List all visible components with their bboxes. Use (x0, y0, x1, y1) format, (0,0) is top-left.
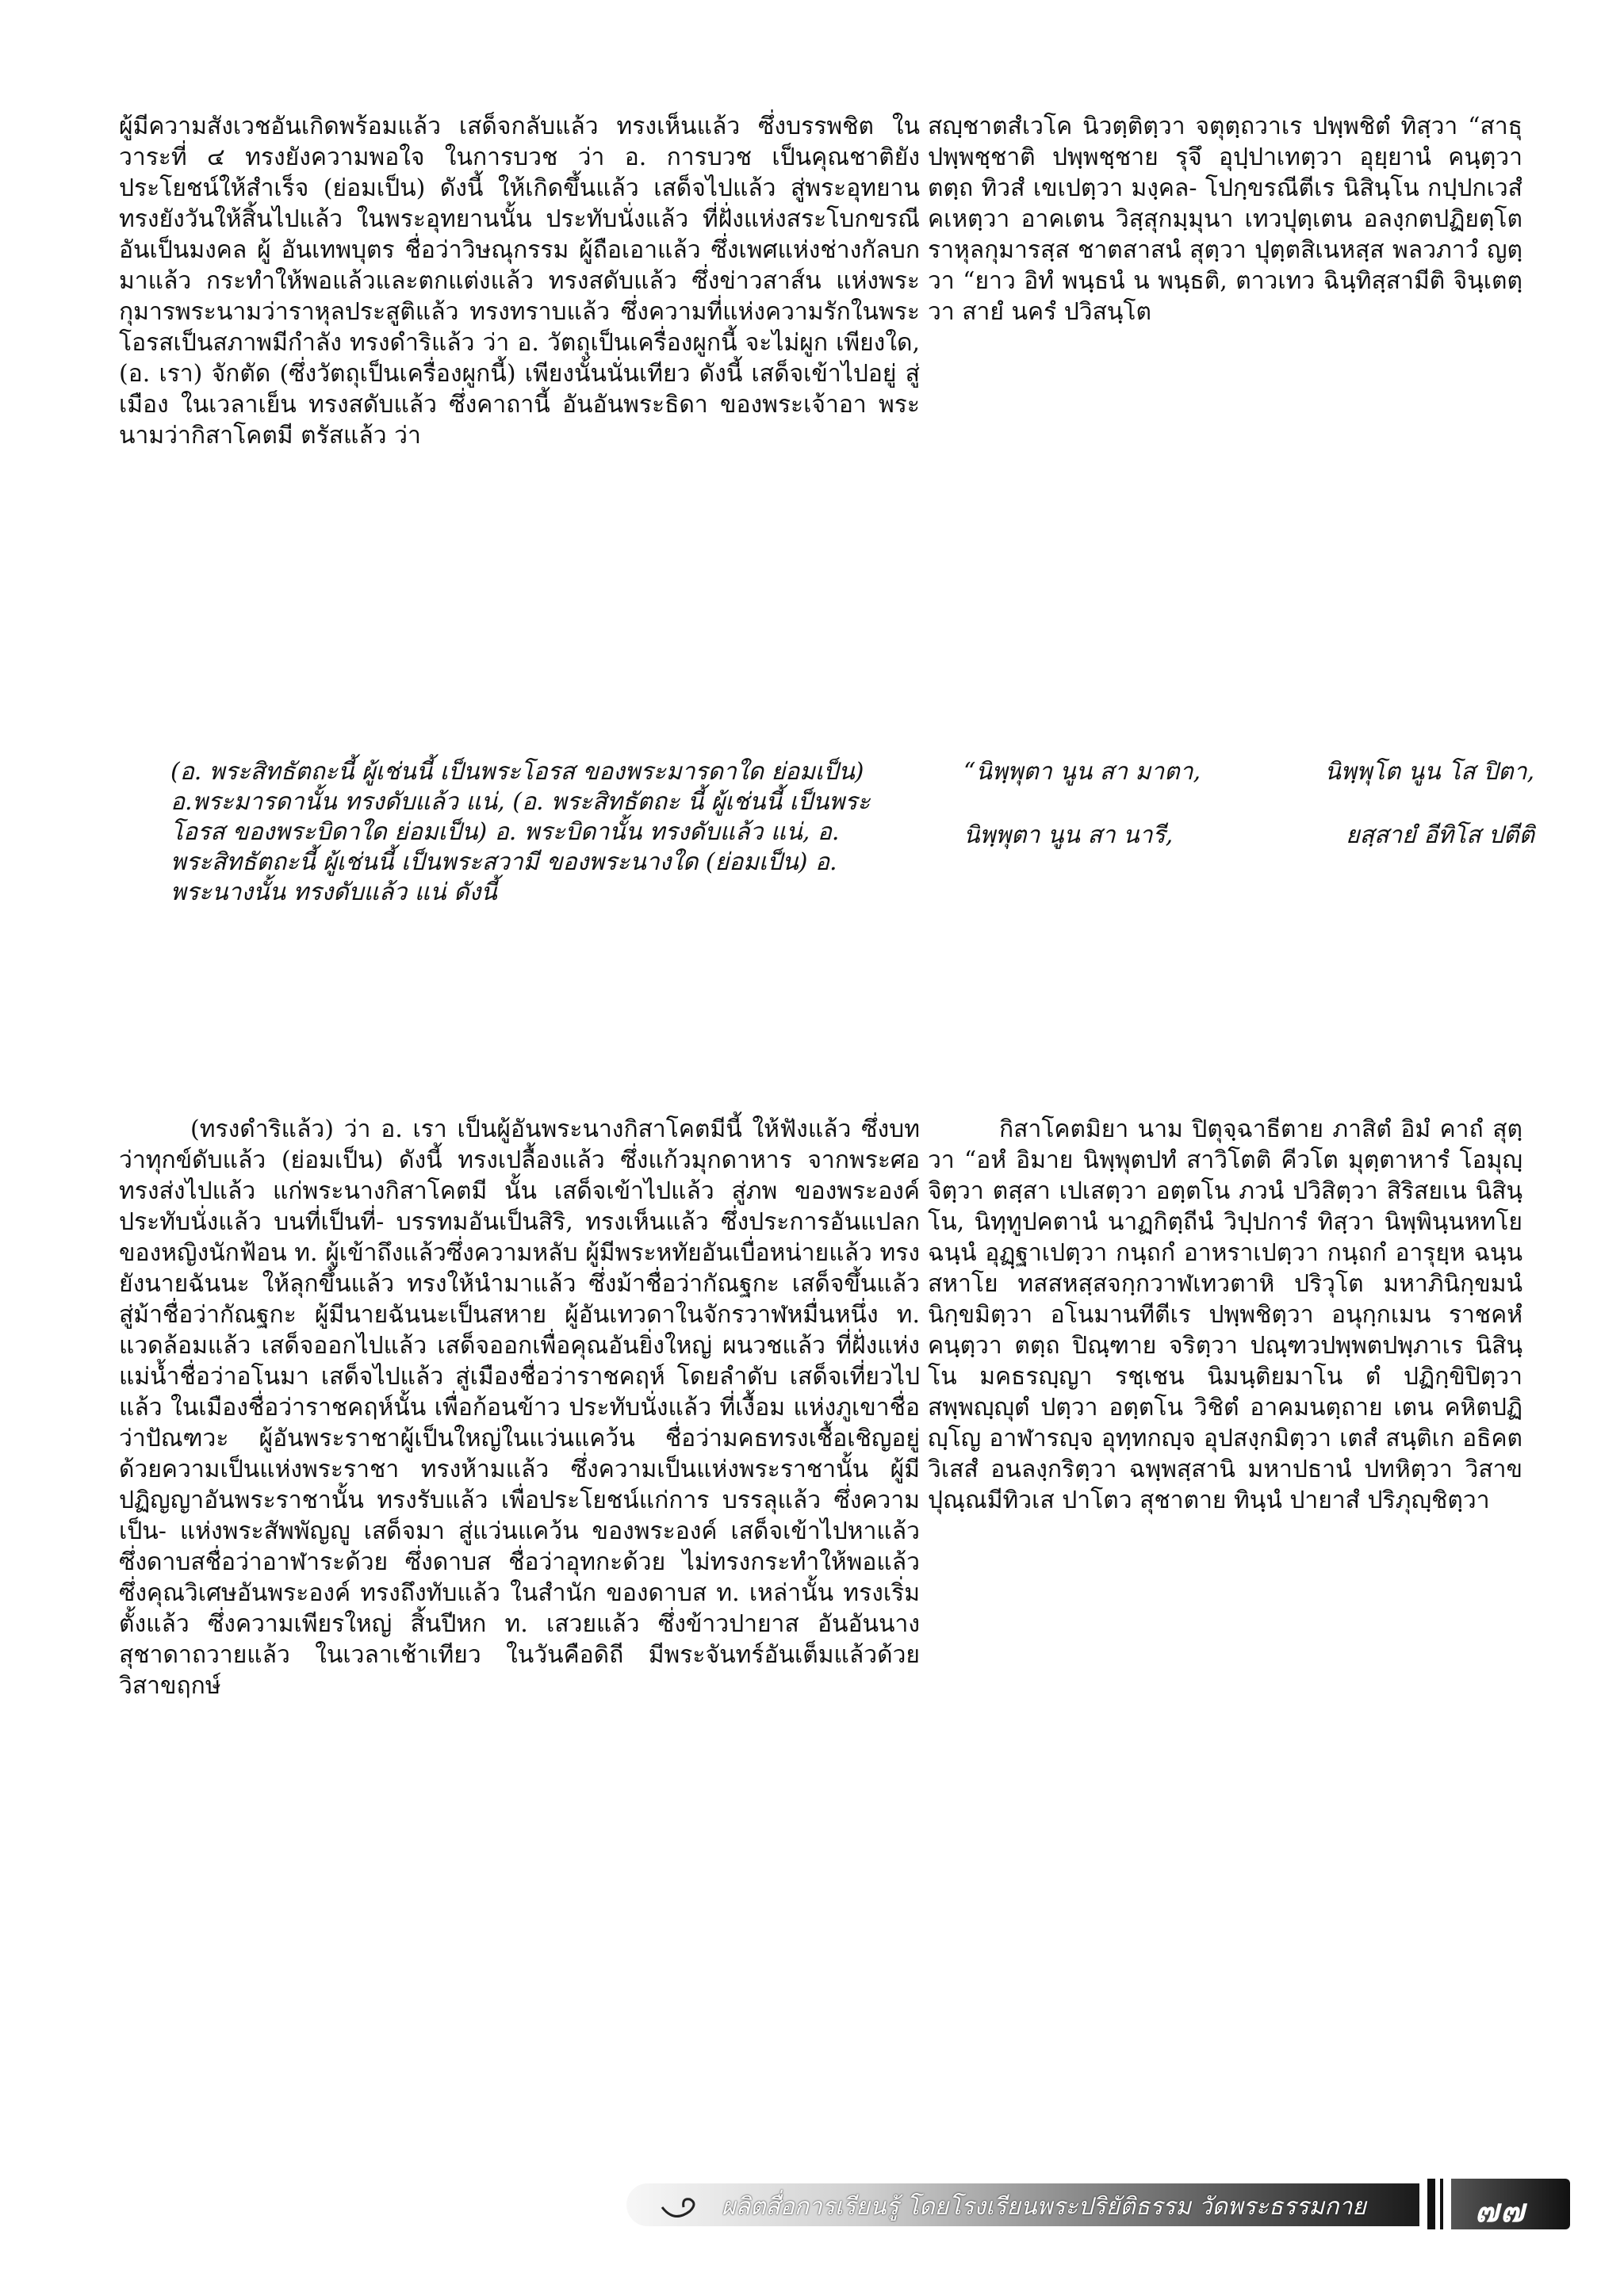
page-footer (626, 2175, 1618, 2231)
bottom-left-paragraph: (ทรงดำริแล้ว) ว่า อ. เรา เป็นผู้อันพระนางกิสาโคตมีนี้ ให้ฟังแล้ว ซึ่งบทว่าทุกข์ดับแล้ว (ย่อมเป็น) ดังนี้ ทรงเปลื้องแล้ว ซึ่งแก้วมุกดาหาร จากพระศอ ทรงส่งไปแล้ว แก่พระนางกิสาโคตมี นั้น เสด็จเข้าไปแล้ว สู่ภพ ของพระองค์ ประทับนั่งแล้ว บนที่เป็นที่- บรรทมอันเป็นสิริ, ทรงเห็นแล้ว ซึ่งประการอันแปลก ของหญิงนักฟ้อน ท. ผู้เข้าถึงแล้วซึ่งความหลับ ผู้มีพระหทัยอันเบื่อหน่ายแล้ว ทรงยังนายฉันนะ ให้ลุกขึ้นแล้ว ทรงให้นำมาแล้ว ซึ่งม้าชื่อว่ากัณฐกะ เสด็จขึ้นแล้ว สู่ม้าชื่อว่ากัณฐกะ ผู้มีนายฉันนะเป็นสหาย ผู้อันเทวดาในจักรวาฬหมื่นหนึ่ง ท. แวดล้อมแล้ว เสด็จออกไปแล้ว เสด็จออกเพื่อคุณอันยิ่งใหญ่ ผนวชแล้ว ที่ฝั่งแห่งแม่น้ำชื่อว่าอโนมา เสด็จไปแล้ว สู่เมืองชื่อว่าราชคฤห์ โดยลำดับ เสด็จเที่ยวไปแล้ว ในเมืองชื่อว่าราชคฤห์นั้น เพื่อก้อนข้าว ประทับนั่งแล้ว ที่เงื้อม แห่งภูเขาชื่อว่าปัณฑวะ ผู้อันพระราชาผู้เป็นใหญ่ในแว่นแคว้น ชื่อว่ามคธทรงเชื้อเชิญอยู่ ด้วยความเป็นแห่งพระราชา ทรงห้ามแล้ว ซึ่งความเป็นแห่งพระราชานั้น ผู้มีปฏิญญาอันพระราชานั้น ทรงรับแล้ว เพื่อประโยชน์แก่การ บรรลุแล้ว ซึ่งความเป็น- แห่งพระสัพพัญญู เสด็จมา สู่แว่นแคว้น ของพระองค์ เสด็จเข้าไปหาแล้ว ซึ่งดาบสชื่อว่าอาฬาระด้วย ซึ่งดาบส ชื่อว่าอุทกะด้วย ไม่ทรงกระทำให้พอแล้ว ซึ่งคุณวิเศษอันพระองค์ ทรงถึงทับแล้ว ในสำนัก ของดาบส ท. เหล่านั้น ทรงเริ่มตั้งแล้ว ซึ่งความเพียรใหญ่ สิ้นปีหก ท. เสวยแล้ว ซึ่งข้าวปายาส อันอันนางสุชาดาถวายแล้ว ในเวลาเช้าเทียว ในวันคือดิถี มีพระจันทร์อันเต็มแล้วด้วยวิสาขฤกษ์ (119, 1115, 920, 1700)
swirl-ornament-icon (658, 2191, 706, 2223)
verse-pali-line2-b: ยสฺสายํ อีทิโส ปตีติ (1346, 821, 1534, 849)
verse-pali-line2-a: นิพฺพุตา นูน สา นารี, (963, 821, 1174, 849)
verse-thai (170, 757, 884, 908)
bottom-right-paragraph: กิสาโคตมิยา นาม ปิตุจฺฉาธีตาย ภาสิตํ อิมํ คาถํ สุตฺวา “อหํ อิมาย นิพฺพุตปทํ สาวิโตติ คีวโต มุตฺตาหารํ โอมุญฺจิตฺวา ตสฺสา เปเสตฺวา อตฺตโน ภวนํ ปวิสิตฺวา สิริสยเน นิสินฺโน, นิทฺทูปคตานํ นาฏกิตฺถีนํ วิปฺปการํ ทิสฺวา นิพฺพินฺนหทโย ฉนฺนํ อุฏฺฐาเปตฺวา กนฺถกํ อาหราเปตฺวา กนฺถกํ อารุยฺห ฉนฺนสหาโย ทสสหสฺสจกฺกวาฬเทวตาหิ ปริวุโต มหาภินิกฺขมนํ นิกฺขมิตฺวา อโนมานทีตีเร ปพฺพชิตฺวา อนุกฺกเมน ราชคหํ คนฺตฺวา ตตฺถ ปิณฺฑาย จริตฺวา ปณฺฑวปพฺพตปพฺภาเร นิสินฺโน มคธรญฺญา รชฺเชน นิมนฺติยมาโน ตํ ปฏิกฺขิปิตฺวา สพฺพญฺญุตํ ปตฺวา อตฺตโน วิชิตํ อาคมนตฺถาย เตน คหิตปฏิญฺโญ อาฬารญฺจ อุทฺทกญฺจ อุปสงฺกมิตฺวา เตสํ สนฺติเก อธิคตวิเสสํ อนลงฺกริตฺวา ฉพฺพสฺสานิ มหาปธานํ ปทหิตฺวา วิสาขปุณฺณมีทิวเส ปาโตว สุชาตาย ทินฺนํ ปายาสํ ปริภุญฺชิตฺวา (928, 1115, 1522, 1514)
top-left-paragraph: ผู้มีความสังเวชอันเกิดพร้อมแล้ว เสด็จกลับแล้ว ทรงเห็นแล้ว ซึ่งบรรพชิต ในวาระที่ ๔ ทรงยังความพอใจ ในการบวช ว่า อ. การบวช เป็นคุณชาติยังประโยชน์ให้สำเร็จ (ย่อมเป็น) ดังนี้ ให้เกิดขึ้นแล้ว เสด็จไปแล้ว สู่พระอุทยาน ทรงยังวันให้สิ้นไปแล้ว ในพระอุทยานนั้น ประทับนั่งแล้ว ที่ฝั่งแห่งสระโบกขรณีอันเป็นมงคล ผู้ อันเทพบุตร ชื่อว่าวิษณุกรรม ผู้ถือเอาแล้ว ซึ่งเพศแห่งช่างกัลบก มาแล้ว กระทำให้พอแล้วและตกแต่งแล้ว ทรงสดับแล้ว ซึ่งข่าวสาส์น แห่งพระกุมารพระนามว่าราหุลประสูติแล้ว ทรงทราบแล้ว ซึ่งความที่แห่งความรักในพระโอรสเป็นสภาพมีกำลัง ทรงดำริแล้ว ว่า อ. วัตถุเป็นเครื่องผูกนี้ จะไม่ผูก เพียงใด, (อ. เรา) จักตัด (ซึ่งวัตถุเป็นเครื่องผูกนี้) เพียงนั้นนั่นเทียว ดังนี้ เสด็จเข้าไปอยู่ สู่เมือง ในเวลาเย็น ทรงสดับแล้ว ซึ่งคาถานี้ อันอันพระธิดา ของพระเจ้าอา พระนามว่ากิสาโคตมี ตรัสแล้ว ว่า (119, 113, 920, 450)
footer-divider (1440, 2179, 1443, 2229)
footer-credit: ผลิตสื่อการเรียนรู้ โดยโรงเรียนพระปริยัติธรรม วัดพระธรรมกาย (722, 2193, 1366, 2221)
top-right-paragraph: สญฺชาตสํเวโค นิวตฺติตฺวา จตุตฺถวาเร ปพฺพชิตํ ทิสฺวา “สาธุ ปพฺพชฺชาติ ปพฺพชฺชาย รุจึ อุปฺปาเทตฺวา อุยฺยานํ คนฺตฺวา ตตฺถ ทิวสํ เขเปตฺวา มงฺคล- โปกฺขรณีตีเร นิสินฺโน กปฺปกเวสํ คเหตฺวา อาคเตน วิสฺสุกมฺมุนา เทวปุตฺเตน อลงฺกตปฏิยตฺโต ราหุลกุมารสฺส ชาตสาสนํ สุตฺวา ปุตฺตสิเนหสฺส พลวภาวํ ญตฺวา “ยาว อิทํ พนฺธนํ น พนฺธติ, ตาวเทว ฉินฺทิสฺสามีติ จินฺเตตฺวา สายํ นครํ ปวิสนฺโต (928, 113, 1522, 326)
page-number: ๗๗ (1475, 2192, 1526, 2229)
footer-divider (1427, 2179, 1435, 2229)
bottom-left-text-block (119, 1114, 920, 1701)
top-right-text-block (928, 111, 1522, 327)
verse-pali (963, 757, 1534, 884)
verse-thai-text: (อ. พระสิทธัตถะนี้ ผู้เช่นนี้ เป็นพระโอรส ของพระมารดาใด ย่อมเป็น) อ.พระมารดานั้น ทรงดับแล้ว แน่, (อ. พระสิทธัตถะ นี้ ผู้เช่นนี้ เป็นพระโอรส ของพระบิดาใด ย่อมเป็น) อ. พระบิดานั้น ทรงดับแล้ว แน่, อ. พระสิทธัตถะนี้ ผู้เช่นนี้ เป็นพระสวามี ของพระนางใด (ย่อมเป็น) อ. พระนางนั้น ทรงดับแล้ว แน่ ดังนี้ (170, 758, 871, 906)
bottom-right-text-block (928, 1114, 1522, 1516)
verse-pali-line1-a: “นิพฺพุตา นูน สา มาตา, (963, 758, 1201, 786)
verse-pali-line (963, 821, 1534, 851)
verse-pali-line (963, 757, 1534, 787)
verse-pali-line1-b: นิพฺพุโต นูน โส ปิตา, (1324, 758, 1534, 786)
top-left-text-block (119, 111, 920, 451)
